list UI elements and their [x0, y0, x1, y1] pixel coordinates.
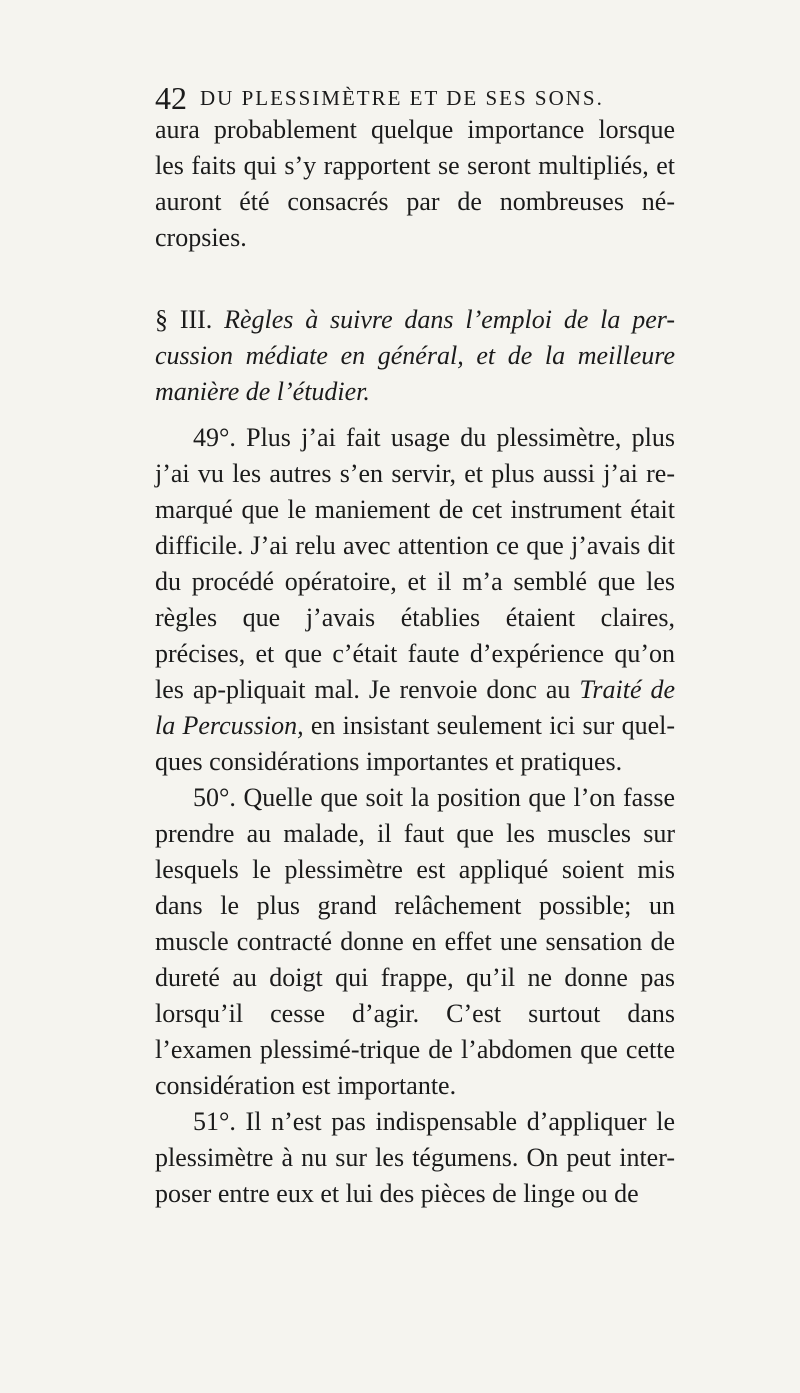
page-number: 42 — [155, 80, 187, 116]
paragraph-49 — [155, 420, 675, 780]
section-title: Règles à suivre dans l’emploi de la per-cussion médiate en général, et de la meilleure manière de l’étudier. — [155, 305, 675, 406]
section-number: § III. — [155, 305, 213, 334]
paragraph-50: 50°. Quelle que soit la position que l’on fasse prendre au malade, il faut que les muscles sur lesquels le plessimètre est appliqué soient mis dans le plus grand relâchement possible; un muscle contracté donne en effet une sensation de dureté au doigt qui frappe, qu’il ne donne pas lorsqu’il cesse d’agir. C’est surtout dans l’examen plessimé-trique de l’abdomen que cette considération est importante. — [155, 783, 675, 1100]
continuation-paragraph: aura probablement quelque importance lorsque les faits qui s’y rapportent se seront multipliés, et auront été consacrés par de nombreuses né-cropsies. — [155, 115, 675, 252]
paragraph-49-start: 49°. Plus j’ai fait usage du plessimètre, plus j’ai vu les autres s’en servir, et plus aussi j’ai re-marqué que le maniement de cet instrument était difficile. J’ai relu avec attention ce que j’avais dit du procédé opératoire, et il m’a semblé que les règles que j’avais établies étaient claires, précises, et que c’était faute d’expérience qu’on les ap-pliquait mal. Je renvoie donc au — [155, 423, 675, 704]
paragraph-49-reference: Traité de la Percussion, — [155, 675, 675, 740]
page-text — [155, 112, 675, 1212]
running-head: DU PLESSIMÈTRE ET DE SES SONS. — [200, 86, 604, 110]
paragraph-51: 51°. Il n’est pas indispensable d’appliquer le plessimètre à nu sur les tégumens. On peut inter-poser entre eux et lui des pièces de linge ou de — [155, 1107, 675, 1208]
section-heading — [155, 302, 675, 410]
paragraph-49-end: en insistant seulement ici sur quel-ques considérations importantes et pratiques. — [155, 711, 676, 776]
